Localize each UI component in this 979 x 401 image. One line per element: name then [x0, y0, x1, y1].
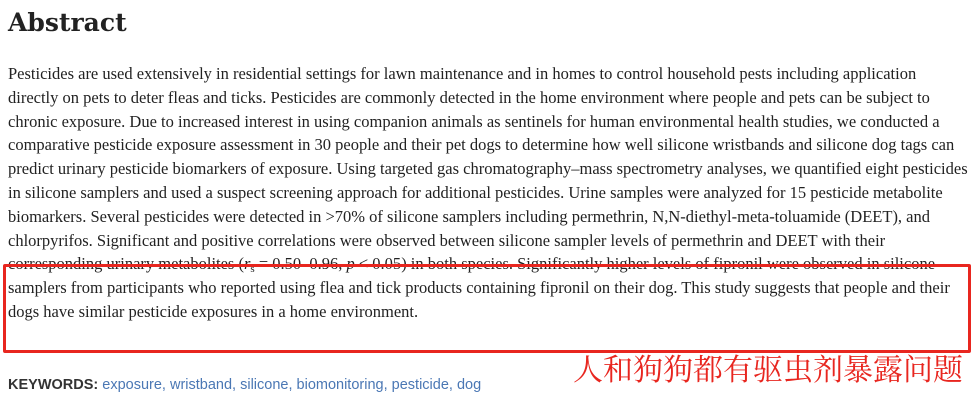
keyword-link-exposure[interactable]: exposure [102, 377, 162, 393]
abstract-text-part-1: Pesticides are used extensively in residential settings for lawn maintenance and in homes to control household pests including application directly on pets to deter fleas and ticks. Pesticides are commonly detected in the home environment where people and pets can be subject to chronic exposure. Due to increased interest in using companion animals as sentinels for human environmental health studies, we conducted a comparative pesticide exposure assessment in 30 people and their pet dogs to determine how well silicone wristbands and silicone dog tags can predict urinary pesticide biomarkers of exposure. Using targeted gas chromatography–mass spectrometry analyses, we quantified eight pesticides in silicone samplers and used a suspect screening approach for additional pesticides. Urine samples were analyzed for 15 pesticide metabolite biomarkers. Several pesticides were detected in >70% of silicone samplers including permethrin, N,N-diethyl-meta-toluamide (DEET), and chlorpyrifos. Significant and positive correlations were observed between silicone sampler levels of permethrin and DEET with their corresponding urinary metabolites ( [8, 64, 968, 274]
keywords-label: KEYWORDS: [8, 377, 99, 393]
stat-p-value: < 0.05 [354, 254, 402, 274]
keyword-separator: , [232, 377, 237, 393]
stat-r-range: = 0.50–0.96, [254, 254, 347, 274]
keyword-separator: , [288, 377, 293, 393]
abstract-body [8, 62, 970, 324]
stat-r-subscript: s [250, 263, 255, 276]
stat-p-symbol: p [346, 254, 355, 274]
keyword-separator: , [383, 377, 388, 393]
keyword-separator: , [161, 377, 166, 393]
keyword-link-biomonitoring[interactable]: biomonitoring [296, 377, 384, 393]
keyword-separator: , [448, 377, 453, 393]
keyword-link-silicone[interactable]: silicone [240, 377, 289, 393]
keyword-link-dog[interactable]: dog [456, 377, 482, 393]
keywords-list [102, 377, 481, 393]
abstract-heading: Abstract [8, 8, 127, 37]
keyword-link-wristband[interactable]: wristband [169, 377, 233, 393]
keywords-row [8, 375, 481, 395]
keyword-link-pesticide[interactable]: pesticide [391, 377, 449, 393]
stat-r-symbol: r [243, 254, 251, 274]
chinese-annotation: 人和狗狗都有驱虫剂暴露问题 [573, 353, 963, 388]
abstract-text-part-2: ) in both species. Significantly higher levels of fipronil were observed in silicone samplers from participants who reported using flea and tick products containing fipronil on their dog. This study suggests that people and their dogs have similar pesticide exposures in a home environment. [8, 254, 950, 321]
